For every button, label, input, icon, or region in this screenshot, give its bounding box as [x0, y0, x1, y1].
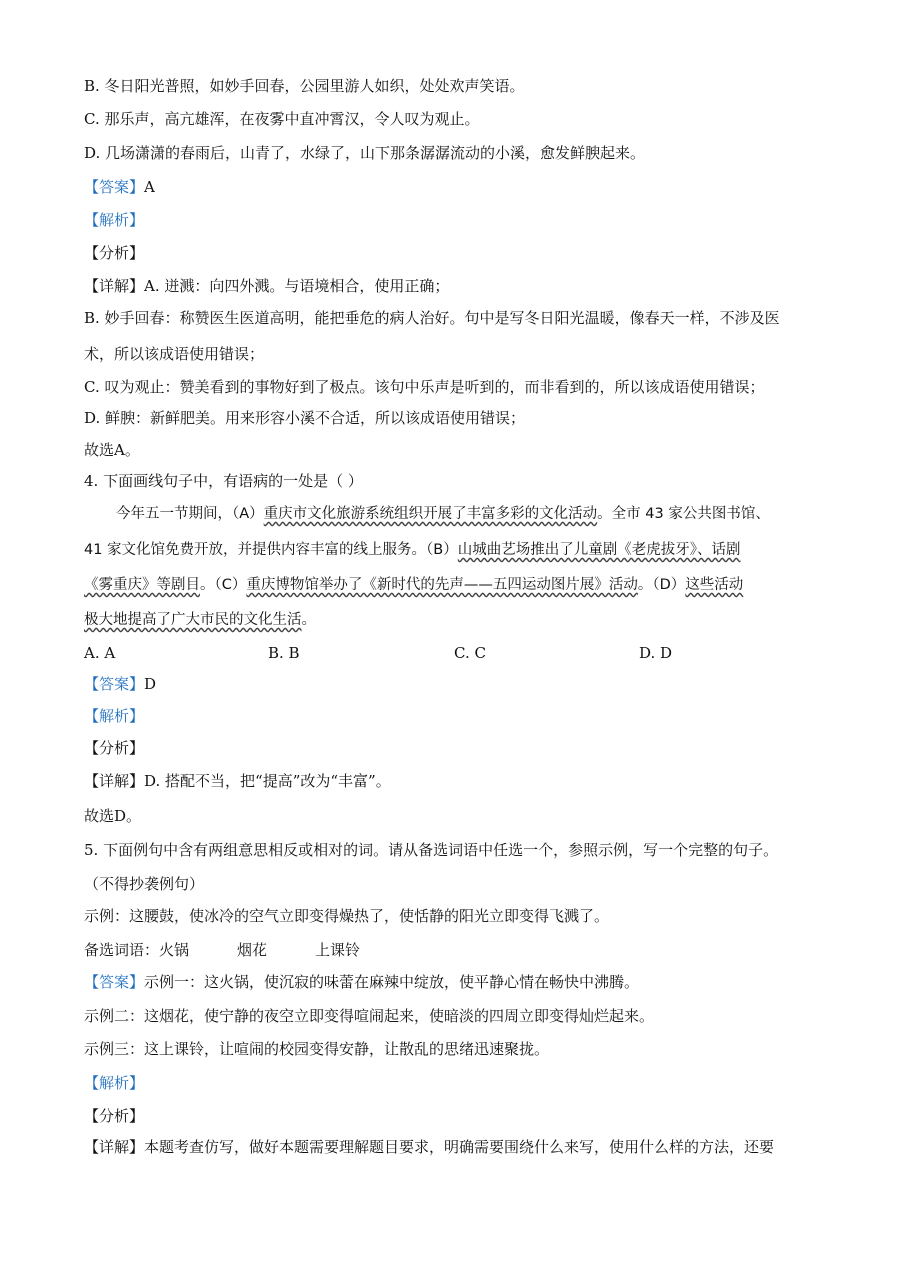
- q4-conclusion: 故选D。: [84, 807, 142, 825]
- word-1: 火锅: [159, 941, 190, 959]
- q5-fenxi: 【分析】: [84, 1107, 145, 1125]
- q3-analysis-tag: 【解析】: [84, 211, 145, 229]
- q5-answer-3: 示例三：这上课铃，让喧闹的校园变得安静，让散乱的思绪迅速聚拢。: [84, 1040, 550, 1058]
- underlined-sentence-a: 重庆市文化旅游系统组织开展了丰富多彩的文化活动: [263, 506, 598, 522]
- q4-passage-line-1: 今年五一节期间，（A）重庆市文化旅游系统组织开展了丰富多彩的文化活动。全市 43 家公共图书馆、: [116, 506, 770, 522]
- q3-answer: [84, 177, 155, 197]
- q4-analysis-tag: 【解析】: [84, 707, 145, 725]
- q4-passage-line-2: 41 家文化馆免费开放，并提供内容丰富的线上服务。（B）山城曲艺场推出了儿童剧《老虎拔牙》、话剧: [84, 542, 741, 558]
- q5-stem: 5. 下面例句中含有两组意思相反或相对的词。请从备选词语中任选一个，参照示例，写一个完整的句子。: [84, 841, 779, 859]
- word-3: 上课铃: [315, 941, 361, 959]
- q4-option-c: C. C: [454, 644, 486, 662]
- q3-option-b: B. 冬日阳光普照，如妙手回春，公园里游人如织，处处欢声笑语。: [84, 77, 525, 95]
- answer-tag: 【答案】: [84, 178, 145, 196]
- q4-answer: [84, 674, 156, 694]
- q3-detail-d: D. 鲜腴：新鲜肥美。用来形容小溪不合适，所以该成语使用错误；: [84, 409, 526, 427]
- q5-answer-1: 【答案】示例一：这火锅，使沉寂的味蕾在麻辣中绽放，使平静心情在畅快中沸腾。: [84, 973, 640, 991]
- q5-detail: 【详解】本题考查仿写，做好本题需要理解题目要求，明确需要围绕什么来写，使用什么样的方法，还要: [84, 1138, 775, 1156]
- q3-detail-b1: B. 妙手回春：称赞医生医道高明，能把垂危的病人治好。句中是写冬日阳光温暖，像春天一样，不涉及医: [84, 309, 780, 327]
- underlined-sentence-d: 这些活动: [685, 577, 744, 593]
- answer-value: A: [144, 178, 155, 196]
- q4-option-d: D. D: [639, 644, 673, 662]
- q3-option-d: D. 几场潇潇的春雨后，山青了，水绿了，山下那条潺潺流动的小溪，愈发鲜腴起来。: [84, 144, 646, 162]
- q4-passage-line-4: 极大地提高了广大市民的文化生活。: [84, 612, 316, 628]
- q5-note: （不得抄袭例句）: [84, 875, 205, 893]
- q3-conclusion: 故选A。: [84, 441, 140, 459]
- word-2: 烟花: [237, 941, 268, 959]
- detail-tag: 【详解】: [84, 772, 145, 790]
- detail-tag: 【详解】: [84, 1138, 145, 1156]
- q3-option-c: C. 那乐声，高亢雄浑，在夜雾中直冲霄汉，令人叹为观止。: [84, 110, 480, 128]
- q3-detail-a: 【详解】A. 迸溅：向四外溅。与语境相合，使用正确；: [84, 277, 450, 295]
- answer-value: D: [144, 675, 157, 693]
- q4-passage-line-3: 《雾重庆》等剧目。（C）重庆博物馆举办了《新时代的先声——五四运动图片展》活动。（D）这些活动: [84, 577, 744, 593]
- q5-example: 示例：这腰鼓，使冰冷的空气立即变得燥热了，使恬静的阳光立即变得飞溅了。: [84, 907, 610, 925]
- q3-detail-c: C. 叹为观止：赞美看到的事物好到了极点。该句中乐声是听到的，而非看到的，所以该成语使用错误；: [84, 378, 765, 396]
- answer-tag: 【答案】: [84, 675, 145, 693]
- answer-tag: 【答案】: [84, 973, 145, 991]
- q4-option-b: B. B: [268, 644, 300, 662]
- q4-fenxi: 【分析】: [84, 739, 145, 757]
- q5-answer-2: 示例二：这烟花，使宁静的夜空立即变得喧闹起来，使暗淡的四周立即变得灿烂起来。: [84, 1007, 655, 1025]
- q3-fenxi: 【分析】: [84, 244, 145, 262]
- q4-stem: 4. 下面画线句子中，有语病的一处是（ ）: [84, 472, 363, 490]
- q4-option-a: A. A: [84, 644, 116, 662]
- underlined-sentence-c: 重庆博物馆举办了《新时代的先声——五四运动图片展》活动: [246, 577, 638, 593]
- underlined-sentence-b: 山城曲艺场推出了儿童剧《老虎拔牙》、话剧: [457, 542, 741, 558]
- detail-tag: 【详解】: [84, 277, 145, 295]
- q5-analysis-tag: 【解析】: [84, 1074, 145, 1092]
- q4-detail: 【详解】D. 搭配不当，把“提高”改为“丰富”。: [84, 772, 391, 790]
- q5-candidate-words: 备选词语：火锅 烟花 上课铃: [84, 941, 361, 959]
- q3-detail-b2: 术，所以该成语使用错误；: [84, 345, 265, 363]
